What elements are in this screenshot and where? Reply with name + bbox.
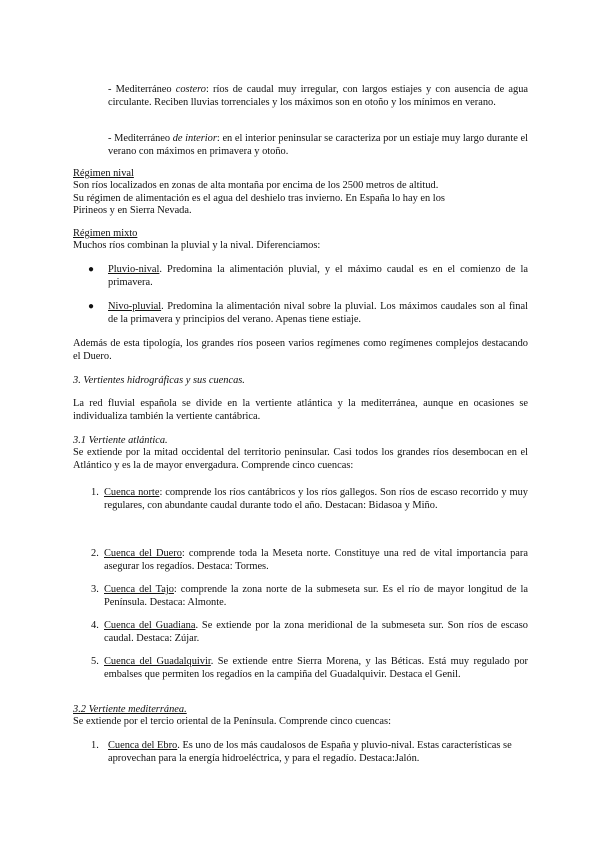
regimen-mixto-intro: Muchos ríos combinan la pluvial y la nival. Diferenciamos: <box>73 240 321 251</box>
list-item-cuenca-tajo <box>104 584 528 609</box>
vertientes-heading: 3. Vertientes hidrográficas y sus cuencas. <box>73 375 245 386</box>
list-item-nivo-pluvial <box>108 301 528 326</box>
atlantica-intro: Se extiende por la mitad occidental del territorio peninsular. Casi todos los grandes ríos desembocan en el Atlántico y es la de mayor envergadura. Comprende cinco cuencas: <box>73 447 528 471</box>
regimen-mixto-summary: Además de esta tipología, los grandes ríos poseen varios regímenes como regímenes complejos destacando el Duero. <box>73 338 528 362</box>
list-item-cuenca-duero <box>104 548 528 573</box>
atlantica-heading: 3.1 Vertiente atlántica. <box>73 435 168 446</box>
regimen-nival-line-3: Pirineos y en Sierra Nevada. <box>73 205 192 216</box>
cuenca-guadiana-term: Cuenca del Guadiana <box>104 620 196 631</box>
vertientes-intro: La red fluvial española se divide en la vertiente atlántica y la mediterránea, aunque en ocasiones se individualiza también la vertiente cantábrica. <box>73 398 528 422</box>
cuenca-guadiana-text: . Se extiende por la zona meridional de la submeseta sur. Son ríos de escaso caudal. Destaca: Zújar. <box>104 620 528 644</box>
cuenca-norte-text: : comprende los ríos cantábricos y los ríos gallegos. Son ríos de escaso recorrido y muy regulares, con abundante caudal durante todo el año. Destacan: Bidasoa y Miño. <box>104 487 528 511</box>
list-number: 4. <box>91 620 99 631</box>
pluvio-nival-text: . Predomina la alimentación pluvial, y el máximo caudal es en el comienzo de la primavera. <box>108 264 528 288</box>
pluvio-nival-term: Pluvio-nival <box>108 264 160 275</box>
list-item-cuenca-guadiana <box>104 620 528 645</box>
cuenca-guadalquivir-term: Cuenca del Guadalquivir <box>104 656 211 667</box>
list-item-pluvio-nival <box>108 264 528 289</box>
interior-term: de interior <box>172 133 217 144</box>
list-number: 1. <box>91 740 99 751</box>
nivo-pluvial-text: . Predomina la alimentación nival sobre la pluvial. Los máximos caudales son al final de la primavera y principios del verano. Apenas tiene estiaje. <box>108 301 528 325</box>
cuenca-tajo-term: Cuenca del Tajo <box>104 584 174 595</box>
list-number: 1. <box>91 487 99 498</box>
cuenca-ebro-text: . Es uno de los más caudalosos de España y pluvio-nival. Estas características se aprovechan para la energía hidroeléctrica, y para el regadío. Destaca:Jalón. <box>108 740 512 764</box>
regimen-nival-line-1: Son ríos localizados en zonas de alta montaña por encima de los 2500 metros de altitud. <box>73 180 439 191</box>
cuenca-norte-term: Cuenca norte <box>104 487 160 498</box>
costero-prefix: - Mediterráneo <box>108 84 176 95</box>
bullet-dot: ● <box>88 264 95 275</box>
list-number: 2. <box>91 548 99 559</box>
cuenca-tajo-text: : comprende la zona norte de la submeseta sur. Es el río de mayor longitud de la Península. Destaca: Almonte. <box>104 584 528 608</box>
cuenca-duero-text: : comprende toda la Meseta norte. Constituye una red de vital importancia para asegurar los regadíos. Destaca: Tormes. <box>104 548 528 572</box>
list-item-cuenca-ebro <box>108 740 528 765</box>
interior-text: : en el interior peninsular se caracteriza por un estiaje muy largo durante el verano con máximos en primavera y otoño. <box>108 133 528 157</box>
regimen-mixto-heading: Régimen mixto <box>73 228 138 239</box>
regimen-nival-heading: Régimen nival <box>73 168 134 179</box>
list-number: 3. <box>91 584 99 595</box>
cuenca-guadalquivir-text: . Se extiende entre Sierra Morena, y las Béticas. Está muy regulado por embalses que permiten los regadíos en la campiña del Guadalquivir. Destaca el Genil. <box>104 656 528 680</box>
interior-prefix: - Mediterráneo <box>108 133 173 144</box>
mediterraneo-interior-paragraph <box>108 133 528 158</box>
list-number: 5. <box>91 656 99 667</box>
list-item-cuenca-norte <box>104 487 528 512</box>
mediterraneo-costero-paragraph <box>108 84 528 109</box>
list-item-cuenca-guadalquivir <box>104 656 528 681</box>
regimen-nival-line-2: Su régimen de alimentación es el agua del deshielo tras invierno. En España lo hay en los <box>73 193 445 204</box>
mediterranea-heading: 3.2 Vertiente mediterránea. <box>73 704 187 715</box>
costero-text: : ríos de caudal muy irregular, con largos estiajes y con ausencia de agua circulante. Reciben lluvias torrenciales y los máximos son en otoño y los mínimos en verano. <box>108 84 529 108</box>
cuenca-ebro-term: Cuenca del Ebro <box>108 740 178 751</box>
cuenca-duero-term: Cuenca del Duero <box>104 548 182 559</box>
bullet-dot: ● <box>88 301 95 312</box>
costero-term: costero <box>175 84 206 95</box>
mediterranea-intro: Se extiende por el tercio oriental de la Península. Comprende cinco cuencas: <box>73 716 391 727</box>
nivo-pluvial-term: Nivo-pluvial <box>108 301 162 312</box>
